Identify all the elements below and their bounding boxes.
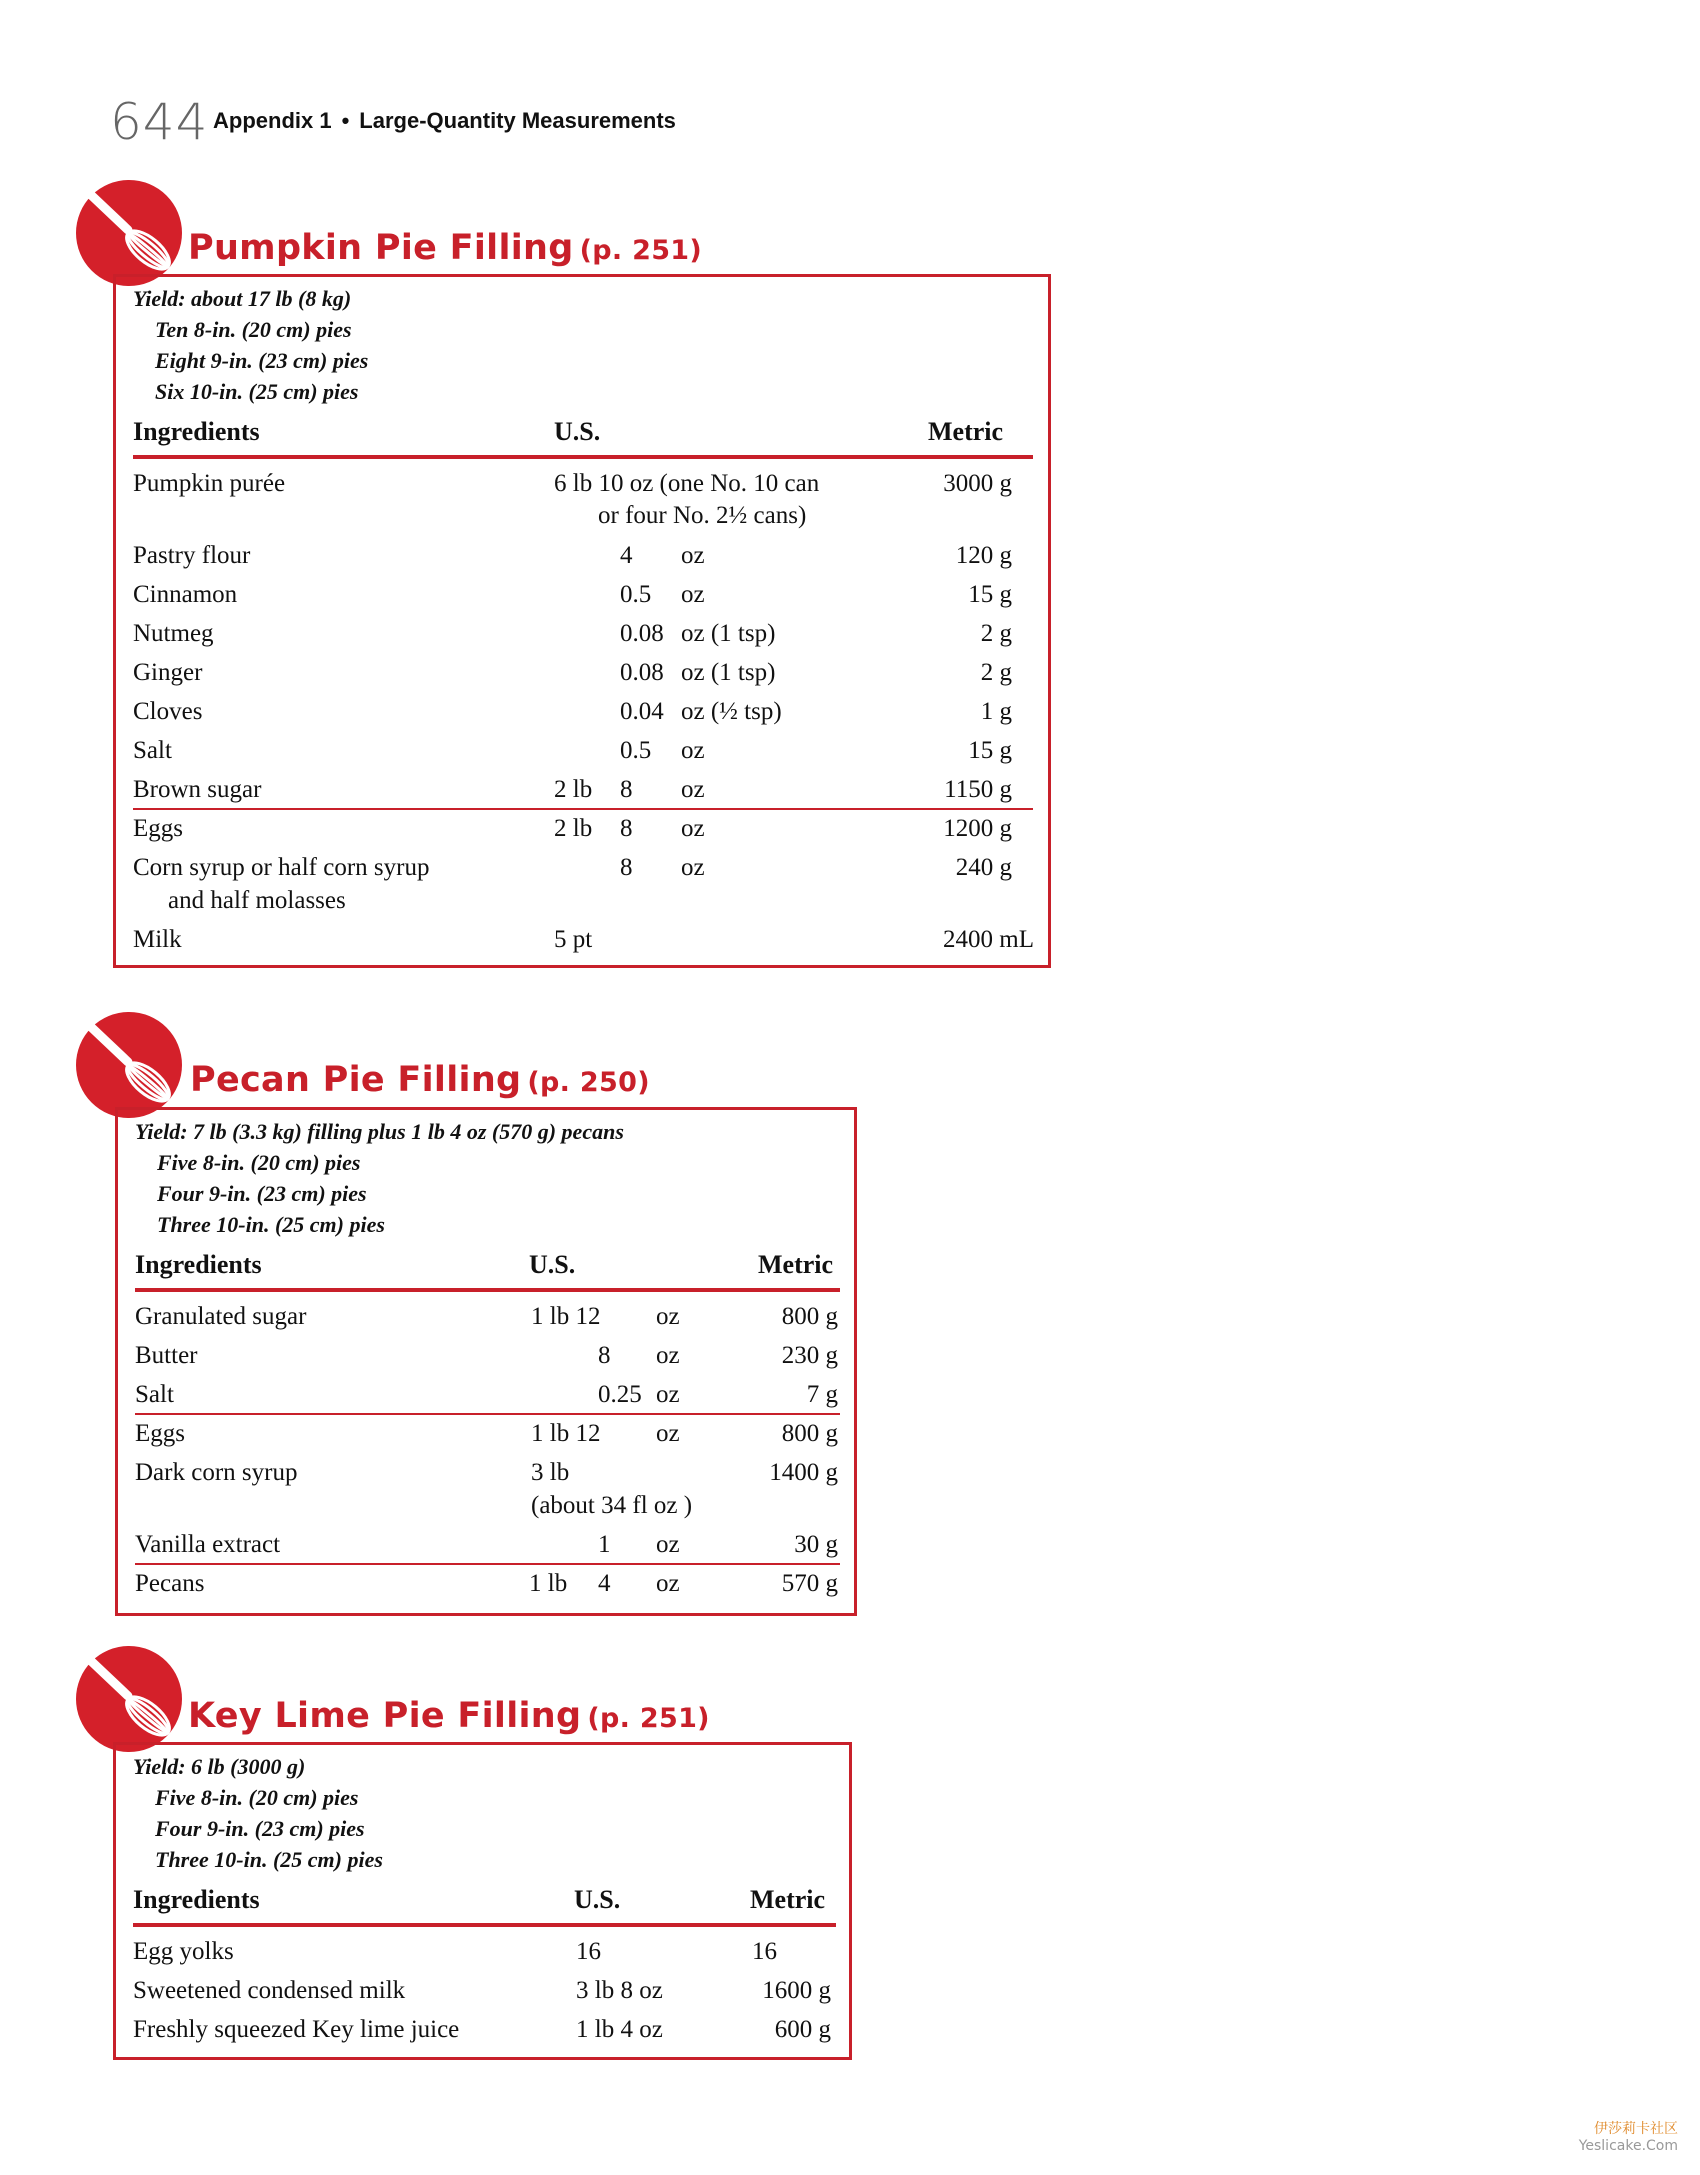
us-unit: oz <box>681 815 705 842</box>
us-unit: oz <box>681 581 705 608</box>
header-rule <box>133 1923 836 1927</box>
ingredient-name: Eggs <box>133 815 183 842</box>
section-title: Large-Quantity Measurements <box>359 108 676 133</box>
metric-amount: 7 g <box>806 1381 838 1408</box>
us-unit: oz (½ tsp) <box>681 698 782 725</box>
recipe-title: Pecan Pie Filling (p. 250) <box>190 1060 650 1100</box>
recipe-title: Pumpkin Pie Filling (p. 251) <box>188 228 703 268</box>
us-unit: oz <box>656 1531 680 1558</box>
us-amount: 3 lb 8 oz <box>576 1977 663 2004</box>
yield-line: Eight 9-in. (23 cm) pies <box>155 348 369 373</box>
col-header-ingredients: Ingredients <box>135 1250 262 1279</box>
metric-amount: 800 g <box>781 1303 838 1330</box>
running-head <box>213 108 676 134</box>
ingredient-name: Butter <box>135 1342 198 1369</box>
metric-amount: 570 g <box>781 1570 838 1597</box>
metric-amount: 2 g <box>980 659 1012 686</box>
us-oz: 0.08 <box>620 659 664 686</box>
metric-amount: 16 <box>752 1938 777 1965</box>
us-amount: 1 lb 4 oz <box>576 2016 663 2043</box>
metric-amount: 1400 g <box>769 1459 838 1486</box>
watermark-en: Yeslicake.Com <box>1578 2138 1678 2154</box>
yield-line: Yield: 7 lb (3.3 kg) filling plus 1 lb 4 oz (570 g) pecans <box>135 1119 624 1144</box>
us-oz: 1 <box>598 1531 611 1558</box>
yield-line: Ten 8-in. (20 cm) pies <box>155 317 352 342</box>
watermark-cn: 伊莎莉卡社区 <box>1594 2121 1678 2137</box>
us-unit: oz <box>656 1381 680 1408</box>
metric-amount: 1150 g <box>944 776 1012 803</box>
us-oz: 4 <box>598 1570 611 1597</box>
metric-amount: 230 g <box>781 1342 838 1369</box>
ingredient-name: Milk <box>133 926 182 953</box>
recipe-title: Key Lime Pie Filling (p. 251) <box>188 1696 710 1736</box>
header-rule <box>135 1288 840 1292</box>
col-header-us: U.S. <box>574 1885 621 1914</box>
us-lb: 1 lb 12 <box>531 1420 601 1447</box>
col-header-metric: Metric <box>758 1250 834 1279</box>
col-header-us: U.S. <box>529 1250 576 1279</box>
group-rule <box>135 1413 840 1415</box>
whisk-icon <box>76 1646 182 1752</box>
metric-amount: 120 g <box>955 542 1012 569</box>
us-amount: 6 lb 10 oz (one No. 10 can <box>554 470 820 497</box>
yield-line: Five 8-in. (20 cm) pies <box>155 1785 359 1810</box>
us-oz: 8 <box>598 1342 611 1369</box>
metric-amount: 800 g <box>781 1420 838 1447</box>
us-unit: oz <box>681 854 705 881</box>
us-unit: oz (1 tsp) <box>681 659 776 686</box>
metric-amount: 1 g <box>980 698 1012 725</box>
page-ref: (p. 251) <box>587 1703 710 1734</box>
bullet-separator: • <box>341 108 350 133</box>
watermark <box>1579 2118 1678 2154</box>
metric-amount: 3000 g <box>943 470 1012 497</box>
us-unit: oz <box>656 1303 680 1330</box>
ingredient-name: Freshly squeezed Key lime juice <box>133 2016 460 2043</box>
ingredient-name: Pecans <box>135 1570 205 1597</box>
us-lb: 3 lb <box>531 1459 570 1486</box>
metric-amount: 2400 mL <box>943 926 1034 953</box>
page-ref: (p. 250) <box>527 1067 650 1098</box>
whisk-icon <box>76 1012 182 1118</box>
page-number: 644 <box>110 93 209 151</box>
recipe-box <box>113 1742 852 2060</box>
metric-amount: 2 g <box>980 620 1012 647</box>
us-unit: oz <box>681 737 705 764</box>
ingredient-name: Brown sugar <box>133 776 262 803</box>
yield-line: Three 10-in. (25 cm) pies <box>155 1847 383 1872</box>
ingredient-name: Pumpkin purée <box>133 470 286 497</box>
yield-line: Yield: about 17 lb (8 kg) <box>133 286 352 311</box>
us-lb: 2 lb <box>554 815 593 842</box>
col-header-us: U.S. <box>554 417 601 446</box>
ingredient-name: Egg yolks <box>133 1938 234 1965</box>
us-unit: oz <box>681 776 705 803</box>
us-oz: 8 <box>620 854 633 881</box>
yield-line: Three 10-in. (25 cm) pies <box>157 1212 385 1237</box>
ingredient-name: Ginger <box>133 659 203 686</box>
us-unit: oz <box>681 542 705 569</box>
group-rule <box>133 808 1033 810</box>
ingredient-name: Cloves <box>133 698 203 725</box>
yield-line: Four 9-in. (23 cm) pies <box>157 1181 367 1206</box>
us-oz: 8 <box>620 776 633 803</box>
group-rule <box>135 1563 840 1565</box>
us-lb: 5 pt <box>554 926 593 953</box>
ingredient-name: Nutmeg <box>133 620 214 647</box>
us-oz: 0.25 <box>598 1381 642 1408</box>
metric-amount: 600 g <box>774 2016 831 2043</box>
ingredient-name: Salt <box>133 737 172 764</box>
us-unit: oz (1 tsp) <box>681 620 776 647</box>
metric-amount: 240 g <box>955 854 1012 881</box>
yield-line: Yield: 6 lb (3000 g) <box>133 1754 306 1779</box>
metric-amount: 15 g <box>968 737 1012 764</box>
col-header-ingredients: Ingredients <box>133 1885 260 1914</box>
ingredient-name: Cinnamon <box>133 581 238 608</box>
ingredient-name: Corn syrup or half corn syrup <box>133 854 430 881</box>
us-lb: 1 lb <box>529 1570 568 1597</box>
recipe-box <box>115 1107 857 1616</box>
us-unit: oz <box>656 1570 680 1597</box>
ingredient-name: Eggs <box>135 1420 185 1447</box>
us-amount-cont: (about 34 fl oz ) <box>531 1492 693 1519</box>
col-header-metric: Metric <box>928 417 1004 446</box>
appendix-label: Appendix 1 <box>213 108 332 133</box>
yield-block <box>133 1751 383 1875</box>
us-oz: 0.5 <box>620 737 652 764</box>
ingredient-name: Granulated sugar <box>135 1303 307 1330</box>
metric-amount: 30 g <box>794 1531 838 1558</box>
us-lb: 1 lb 12 <box>531 1303 601 1330</box>
ingredient-name-cont: and half molasses <box>168 887 346 914</box>
us-amount-cont: or four No. 2½ cans) <box>598 502 807 529</box>
ingredient-name: Sweetened condensed milk <box>133 1977 406 2004</box>
us-oz: 4 <box>620 542 633 569</box>
page-ref: (p. 251) <box>579 235 703 266</box>
whisk-icon <box>76 180 182 286</box>
us-lb: 2 lb <box>554 776 593 803</box>
us-unit: oz <box>656 1342 680 1369</box>
recipe-box <box>113 274 1051 968</box>
metric-amount: 15 g <box>968 581 1012 608</box>
us-amount: 16 <box>576 1938 601 1965</box>
us-oz: 8 <box>620 815 633 842</box>
yield-block <box>133 283 368 407</box>
us-oz: 0.08 <box>620 620 664 647</box>
yield-line: Five 8-in. (20 cm) pies <box>157 1150 361 1175</box>
yield-block <box>135 1116 624 1240</box>
header-rule <box>133 455 1033 459</box>
us-unit: oz <box>656 1420 680 1447</box>
us-oz: 0.5 <box>620 581 652 608</box>
ingredient-name: Salt <box>135 1381 174 1408</box>
us-oz: 0.04 <box>620 698 664 725</box>
ingredient-name: Dark corn syrup <box>135 1459 298 1486</box>
yield-line: Six 10-in. (25 cm) pies <box>155 379 359 404</box>
col-header-ingredients: Ingredients <box>133 417 260 446</box>
metric-amount: 1600 g <box>762 1977 831 2004</box>
yield-line: Four 9-in. (23 cm) pies <box>155 1816 365 1841</box>
ingredient-name: Pastry flour <box>133 542 251 569</box>
metric-amount: 1200 g <box>943 815 1012 842</box>
col-header-metric: Metric <box>750 1885 826 1914</box>
ingredient-name: Vanilla extract <box>135 1531 281 1558</box>
